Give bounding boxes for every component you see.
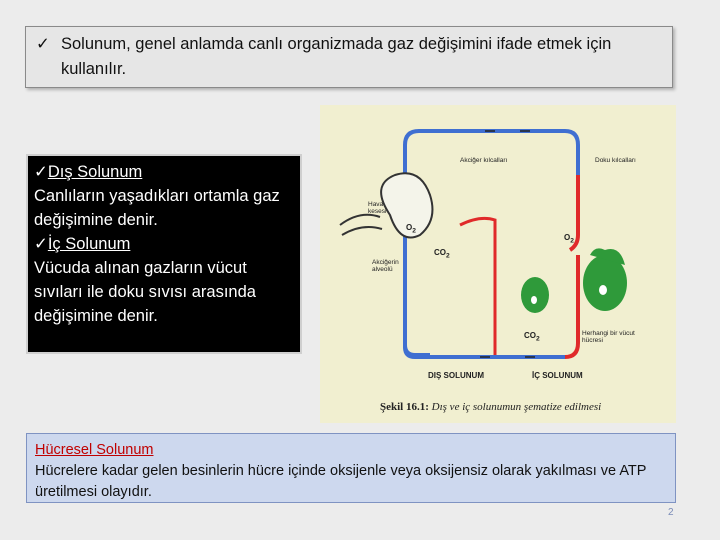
external-respiration-text: Canlıların yaşadıkları ortamla gaz değişimine denir. xyxy=(34,187,280,229)
red-connector xyxy=(460,218,495,355)
o2-left-label: $O_2$ xyxy=(406,223,416,235)
checkmark-icon: ✓ xyxy=(34,163,48,181)
o2-right-label: $O_2$ xyxy=(564,233,574,245)
internal-respiration-heading: İç Solunum xyxy=(47,235,131,253)
respiration-diagram xyxy=(320,105,676,423)
alveolus-label: Akciğerin alveolü xyxy=(372,259,399,273)
blue-vessel-bottom xyxy=(405,325,565,357)
internal-respiration-text: Vücuda alınan gazların vücut sıvıları ile doku sıvısı arasında değişimine denir. xyxy=(34,259,256,325)
air-sac-label: Hava kesesi xyxy=(368,201,387,215)
external-respiration-heading: Dış Solunum xyxy=(47,163,143,181)
internal-respiration-heading-row xyxy=(34,232,294,256)
internal-respiration-label: İÇ SOLUNUM xyxy=(532,371,583,380)
lung-capillaries-label: Akciğer kılcalları xyxy=(460,157,508,164)
intro-box xyxy=(25,26,673,88)
co2-center-label: $CO_2$ xyxy=(434,248,450,260)
tissue-capillaries-label: Doku kılcalları xyxy=(595,157,636,164)
red-vessel xyxy=(565,255,578,357)
bronchiole xyxy=(342,227,382,235)
green-cell xyxy=(521,277,549,313)
cellular-respiration-heading: Hücresel Solunum xyxy=(35,442,154,458)
checkmark-icon: ✓ xyxy=(36,35,50,53)
cellular-respiration-box xyxy=(26,433,676,503)
external-respiration-heading-row xyxy=(34,160,294,184)
checkmark-icon: ✓ xyxy=(34,235,48,253)
intro-text: Solunum, genel anlamda canlı organizmada gaz değişimini ifade etmek için kullanılır. xyxy=(61,35,612,78)
external-respiration-label: DIŞ SOLUNUM xyxy=(428,371,484,380)
bronchiole xyxy=(340,215,380,225)
figure-caption: Şekil 16.1: Dış ve iç solunumun şematize edilmesi xyxy=(380,401,602,413)
cell-nucleus xyxy=(531,296,537,304)
page-number: 2 xyxy=(668,507,674,518)
body-cell-label: Herhangi bir vücut hücresi xyxy=(582,330,635,344)
blue-vessel xyxy=(405,131,578,355)
cellular-respiration-text: Hücrelere kadar gelen besinlerin hücre içinde oksijenle veya oksijensiz olarak yakılması ve ATP üretilmesi olayıdır. xyxy=(35,463,647,500)
respiration-types-box xyxy=(26,154,302,354)
co2-bottom-label: $CO_2$ xyxy=(524,331,540,343)
cell-nucleus xyxy=(599,285,607,295)
